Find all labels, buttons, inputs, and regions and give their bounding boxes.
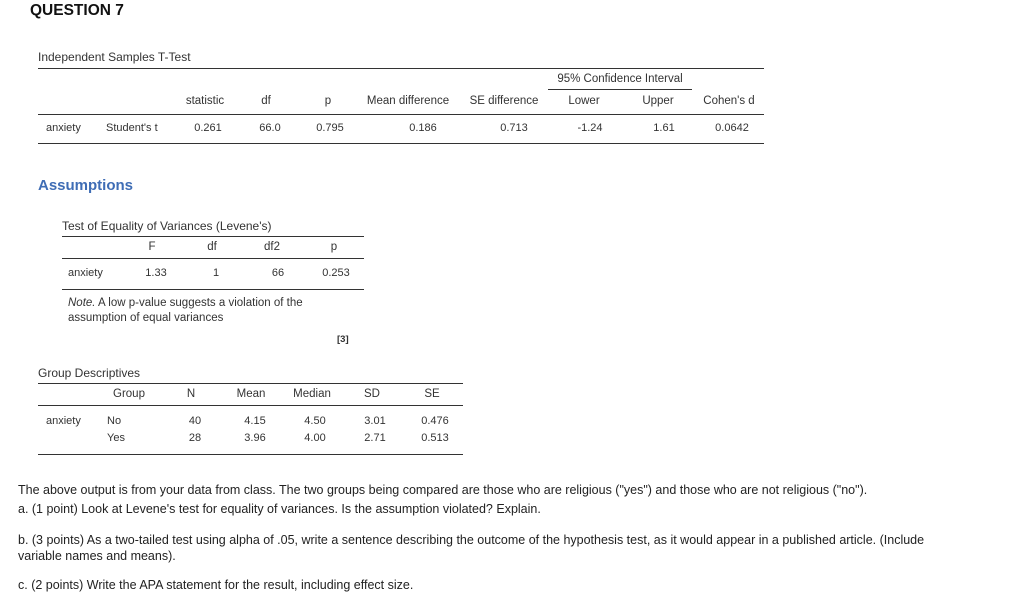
descriptives-bottom-rule — [38, 454, 463, 455]
ttest-header-lower: Lower — [568, 95, 600, 107]
levene-header-df2: df2 — [264, 241, 280, 253]
descriptives-top-rule — [38, 383, 463, 384]
levene-note-line1: A low p-value suggests a violation of the — [95, 297, 303, 309]
ttest-header-p: p — [324, 95, 332, 107]
levene-header-f: F — [148, 241, 156, 253]
question-part-b-line2: variable names and means). — [18, 549, 176, 563]
levene-p-value: 0.253 — [322, 267, 350, 279]
ttest-header-upper: Upper — [642, 95, 674, 107]
question-part-b — [18, 532, 1008, 564]
descriptives-row-no-mean: 4.15 — [244, 415, 266, 427]
ttest-header-rule — [38, 114, 764, 115]
descriptives-header-median: Median — [293, 388, 331, 400]
question-intro: The above output is from your data from class. The two groups being compared are those who are religious ("yes") and those who are not religious ("no"). — [18, 483, 868, 497]
ttest-ci-rule — [548, 89, 692, 90]
descriptives-variable: anxiety — [46, 415, 81, 427]
ttest-bottom-rule — [38, 143, 764, 144]
levene-note-label: Note. — [68, 297, 96, 309]
descriptives-row-yes-se: 0.513 — [421, 432, 449, 444]
descriptives-row-yes-mean: 3.96 — [244, 432, 266, 444]
descriptives-header-sd: SD — [364, 388, 380, 400]
question-part-c: c. (2 points) Write the APA statement for the result, including effect size. — [18, 578, 414, 592]
levene-header-df: df — [207, 241, 217, 253]
descriptives-header-n: N — [186, 388, 196, 400]
levene-bottom-rule — [62, 289, 364, 290]
ttest-df-value: 66.0 — [259, 122, 281, 134]
descriptives-row-no-sd: 3.01 — [364, 415, 386, 427]
assumptions-heading: Assumptions — [38, 177, 134, 194]
descriptives-table-title: Group Descriptives — [38, 366, 141, 380]
ttest-statistic-value: 0.261 — [194, 122, 222, 134]
descriptives-header-se: SE — [424, 388, 440, 400]
ttest-lower-value: -1.24 — [577, 122, 603, 134]
ttest-test-name: Student's t — [106, 122, 158, 134]
ttest-se-difference-value: 0.713 — [500, 122, 528, 134]
ttest-header-cohens-d: Cohen's d — [703, 95, 755, 107]
levene-variable: anxiety — [68, 267, 103, 279]
descriptives-row-no-median: 4.50 — [304, 415, 326, 427]
descriptives-row-yes-sd: 2.71 — [364, 432, 386, 444]
ttest-table-title: Independent Samples T-Test — [38, 50, 191, 64]
levene-header-rule — [62, 258, 364, 259]
marks-indicator: [3] — [337, 334, 349, 345]
descriptives-row-yes-median: 4.00 — [304, 432, 326, 444]
ttest-mean-difference-value: 0.186 — [409, 122, 437, 134]
descriptives-header-rule — [38, 405, 463, 406]
ttest-header-df: df — [261, 95, 271, 107]
ttest-cohens-d-value: 0.0642 — [715, 122, 749, 134]
descriptives-row-yes-group: Yes — [107, 432, 125, 444]
question-part-a: a. (1 point) Look at Levene's test for equality of variances. Is the assumption violated? Explain. — [18, 502, 541, 516]
ttest-upper-value: 1.61 — [653, 122, 675, 134]
ttest-header-se-difference: SE difference — [469, 95, 539, 107]
levene-df2-value: 66 — [271, 267, 285, 279]
levene-note — [68, 296, 358, 326]
ttest-variable: anxiety — [46, 122, 81, 134]
ttest-header-statistic: statistic — [185, 95, 225, 107]
levene-header-p: p — [330, 241, 338, 253]
levene-note-line2: assumption of equal variances — [68, 312, 224, 324]
question-title: QUESTION 7 — [30, 2, 124, 19]
levene-f-value: 1.33 — [145, 267, 167, 279]
descriptives-row-no-group: No — [107, 415, 122, 427]
levene-df-value: 1 — [212, 267, 220, 279]
ttest-p-value: 0.795 — [316, 122, 344, 134]
descriptives-header-mean: Mean — [236, 388, 266, 400]
descriptives-row-no-n: 40 — [188, 415, 202, 427]
ttest-header-mean-difference: Mean difference — [366, 95, 450, 107]
descriptives-row-no-se: 0.476 — [421, 415, 449, 427]
descriptives-row-yes-n: 28 — [188, 432, 202, 444]
levene-table-title: Test of Equality of Variances (Levene's) — [62, 219, 272, 233]
levene-top-rule — [62, 236, 364, 237]
descriptives-header-group: Group — [113, 388, 145, 400]
ttest-ci-header: 95% Confidence Interval — [557, 73, 683, 85]
question-part-b-line1: b. (3 points) As a two-tailed test using alpha of .05, write a sentence describing the outcome of the hypothesis test, as it would appear in a published article. (Include — [18, 533, 925, 547]
ttest-top-rule — [38, 68, 764, 69]
